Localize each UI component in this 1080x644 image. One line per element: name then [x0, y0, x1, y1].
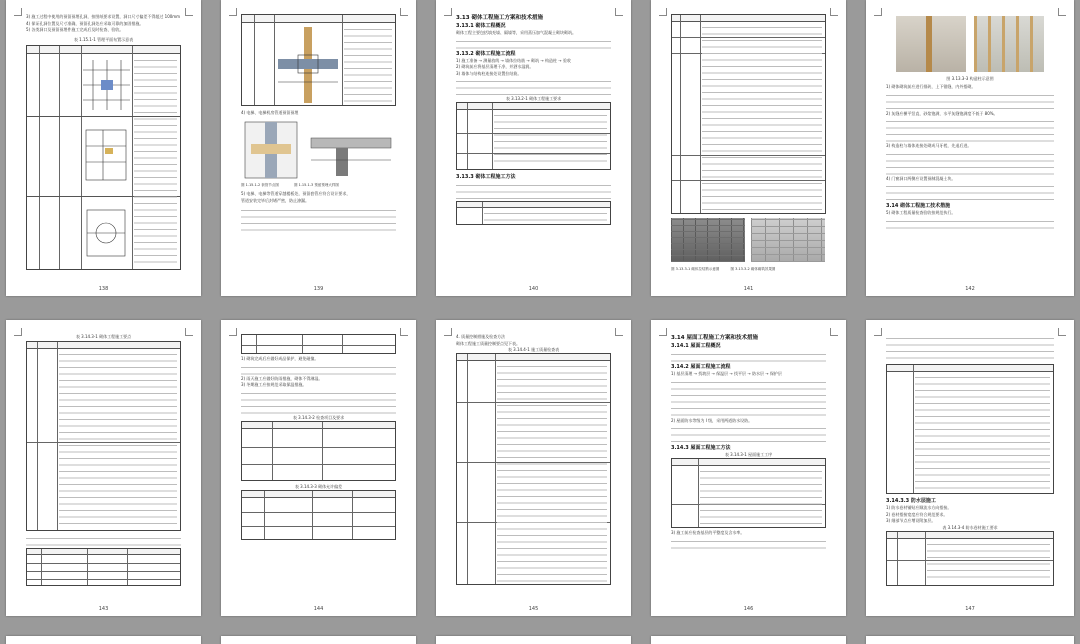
document-page-147[interactable] [866, 320, 1074, 616]
brick-wall-photo [671, 218, 745, 262]
document-table [886, 531, 1054, 586]
subsection-heading: 3.14.3 屋面工程施工方法 [671, 445, 731, 451]
crop-mark [229, 328, 237, 336]
document-table [886, 364, 1054, 494]
page-number: 138 [98, 286, 109, 292]
body-text: 5) 各类洞口及预留预埋件施工完成后及时检查、验收。 [26, 27, 124, 32]
crop-mark [615, 8, 623, 16]
document-table [241, 421, 396, 481]
body-text: 3) 施工过程中使用的预留预埋孔洞，按图纸要求设置，洞口尺寸偏差不得超过 100mm [26, 14, 181, 19]
figure-caption-b: 图 3.13.3-2 砌体砌筑效果图 [730, 267, 776, 271]
page-number: 147 [965, 606, 975, 612]
page-content [886, 14, 1054, 278]
page-number: 144 [313, 606, 324, 612]
page-row-3 [0, 636, 1080, 644]
body-paragraph [886, 91, 1054, 111]
body-text: 4. 质量控制措施及检查方法 [456, 334, 506, 339]
photo-pair [886, 14, 1054, 76]
crop-mark [874, 328, 882, 336]
body-text: 3) 冬期施工应按规范采取保温措施。 [241, 382, 307, 387]
photo-pair [671, 218, 826, 266]
subsection-heading: 3.13.1 砌体工程概况 [456, 23, 506, 29]
document-page-143[interactable] [6, 320, 201, 616]
crop-mark [874, 8, 882, 16]
document-page-partial[interactable] [436, 636, 631, 644]
body-text: 1) 砌筑完成后应做好成品保护，避免碰撞。 [241, 356, 319, 361]
body-paragraph [671, 424, 826, 444]
crop-mark [185, 8, 193, 16]
figure-caption-a: 图 3.13.3-1 砌体拉结筋示意图 [671, 267, 720, 271]
body-paragraph [671, 378, 826, 418]
crop-mark [615, 328, 623, 336]
document-page-138[interactable] [6, 0, 201, 296]
page-number: 145 [528, 606, 539, 612]
page-number: 142 [965, 286, 975, 292]
crop-mark [830, 8, 838, 16]
table-caption: 表 3.14.3-4 防水卷材施工要求 [942, 524, 998, 530]
body-text: 2) 灰缝应横平竖直，砂浆饱满，水平灰缝饱满度不低于 80%。 [886, 110, 998, 116]
page-number: 141 [743, 286, 754, 292]
body-text: 2) 卷材搭接宽度应符合规范要求。 [886, 511, 948, 517]
subsection-heading: 3.13.3 砌体工程施工方法 [456, 174, 516, 180]
figure-caption-b: 图 1.15.1-3 预留预埋大样图 [293, 182, 339, 187]
body-paragraph [26, 534, 181, 548]
body-paragraph [886, 150, 1054, 176]
section-heading: 3.14 屋面工程施工方案和技术措施 [671, 335, 758, 341]
page-number: 146 [743, 606, 754, 612]
figure-caption: 图 3.13.3-3 构造柱示意图 [946, 76, 994, 81]
page-content [241, 334, 396, 598]
table-caption: 表 3.14.3-1 屋面施工工序 [724, 452, 773, 457]
subsection-heading: 3.14.1 屋面工程概况 [671, 343, 721, 349]
document-table [241, 490, 396, 540]
page-number: 140 [528, 286, 539, 292]
body-text: 5) 砌体工程质量检查验收按规范执行。 [886, 210, 956, 215]
document-page-140[interactable] [436, 0, 631, 296]
body-text: 1) 基层清理 → 找坡层 → 保温层 → 找平层 → 防水层 → 保护层 [671, 371, 782, 376]
table-caption: 表 3.13.2-1 砌体工程施工要求 [505, 96, 562, 101]
body-paragraph [456, 77, 611, 96]
document-table [26, 548, 181, 586]
body-paragraph [886, 334, 1054, 360]
body-text: 1) 施工准备 → 测量放线 → 墙体拉结筋 → 砌筑 → 构造柱 → 验收 [456, 57, 571, 63]
body-text: 3) 细部节点应增设附加层。 [886, 518, 936, 523]
document-table [671, 458, 826, 528]
plan-diagram [83, 204, 130, 264]
crop-mark [14, 8, 22, 16]
body-text: 1) 防水卷材铺贴应顺流水方向搭接。 [886, 505, 952, 510]
crop-mark [659, 8, 667, 16]
document-page-partial[interactable] [651, 636, 846, 644]
layout-diagram [83, 126, 130, 186]
page-content [671, 14, 826, 278]
document-table [456, 353, 611, 585]
document-table [26, 45, 181, 270]
document-page-144[interactable] [221, 320, 416, 616]
subsection-heading: 3.14 砌体工程施工技术措施 [886, 203, 951, 209]
body-paragraph [241, 389, 396, 415]
formwork-photo [974, 16, 1044, 72]
figure-caption [671, 266, 826, 273]
page-content [26, 14, 181, 278]
body-paragraph [241, 206, 396, 234]
table-caption: 表 3.14.3-2 检查项目及要求 [292, 414, 345, 420]
page-content [456, 14, 611, 278]
grid-diagram [83, 60, 130, 110]
body-text: 砌体工程主要包括填充墙、隔墙等，采用蒸压加气混凝土砌块砌筑。 [456, 30, 576, 35]
page-row-2 [0, 320, 1080, 616]
sleeve-detail-figures [241, 120, 396, 182]
document-page-partial[interactable] [6, 636, 201, 644]
body-text: 4) 电梯、电梯机房管道预留预埋 [241, 110, 299, 115]
document-page-142[interactable] [866, 0, 1074, 296]
body-text: 3) 施工前应检查基层的平整度及含水率。 [671, 530, 745, 535]
page-content [456, 334, 611, 598]
document-page-141[interactable] [651, 0, 846, 296]
figure-caption [241, 182, 396, 189]
body-text: 1) 砌体砌筑前应进行排砖，上下错缝，内外搭砌。 [886, 84, 976, 89]
table-caption: 表 3.14.3-3 砌体允许偏差 [294, 483, 343, 489]
page-number: 139 [313, 286, 324, 292]
body-text: 砌体工程施工质量控制要点见下表。 [456, 340, 520, 346]
crop-mark [444, 8, 452, 16]
body-paragraph [456, 181, 611, 201]
crop-mark [1058, 8, 1066, 16]
section-heading: 3.13 砌体工程施工方案和技术措施 [456, 15, 543, 21]
body-text: 2) 屋面防水等级为 I 级，采用两道防水设防。 [671, 417, 753, 423]
page-content [26, 334, 181, 598]
crop-mark [659, 328, 667, 336]
body-paragraph [671, 350, 826, 363]
body-text: 2) 雨天施工应做好防雨措施，砌体不得淋湿。 [241, 375, 323, 381]
body-text: 4) 门窗洞口两侧应设置预制混凝土块。 [886, 175, 956, 181]
body-paragraph [886, 117, 1054, 143]
construction-photo [896, 16, 966, 72]
document-page-partial[interactable] [221, 636, 416, 644]
body-text: 2) 砌筑前应将基层清理干净，并洒水湿润。 [456, 64, 534, 69]
body-text: 3) 墙体与结构柱连接处设置拉结筋。 [456, 70, 522, 76]
page-content [671, 334, 826, 598]
body-text: 3) 构造柱与墙体连接处砌成马牙槎，先退后进。 [886, 143, 972, 148]
crop-mark [400, 8, 408, 16]
subsection-heading: 3.14.3.3 防水层施工 [886, 498, 936, 504]
page-content [886, 334, 1054, 598]
subsection-heading: 3.14.2 屋面工程施工流程 [671, 364, 731, 370]
table-caption: 表 3.14.4-1 施工质量检查表 [507, 347, 560, 352]
crop-mark [1058, 328, 1066, 336]
document-table [671, 14, 826, 214]
body-paragraph [671, 537, 826, 550]
document-page-139[interactable] [221, 0, 416, 296]
body-paragraph [241, 363, 396, 376]
document-page-partial[interactable] [866, 636, 1074, 644]
body-text: 管道安装完毕后封堵严密，防止渗漏。 [241, 197, 309, 203]
body-text: 4) 保证孔洞位置及尺寸准确，预留孔洞处应采取可靠的加固措施。 [26, 20, 144, 26]
crop-mark [229, 8, 237, 16]
pipe-sleeve-diagram [278, 27, 338, 103]
crop-mark [444, 328, 452, 336]
table-caption: 表 3.14.3-1 砌体工程施工要点 [75, 334, 132, 339]
block-wall-photo [751, 218, 825, 262]
page-row-1 [0, 0, 1080, 296]
body-paragraph [456, 37, 611, 50]
page-number: 143 [98, 606, 109, 612]
document-table [241, 14, 396, 106]
subsection-heading: 3.13.2 砌体工程施工流程 [456, 50, 516, 57]
body-paragraph [886, 182, 1054, 202]
document-page-146[interactable] [651, 320, 846, 616]
body-text: 5) 电梯、电梯等管道穿越楼板处，预留套管应符合设计要求， [241, 191, 351, 196]
document-table [456, 201, 611, 225]
crop-mark [185, 328, 193, 336]
page-content [241, 14, 396, 278]
figure-caption-a: 图 1.15.1-2 套管节点图 [241, 182, 279, 187]
crop-mark [830, 328, 838, 336]
document-table [456, 102, 611, 170]
document-page-145[interactable] [436, 320, 631, 616]
document-table [26, 341, 181, 531]
table-caption: 表 1.15.1-1 管理平面布置示意表 [73, 36, 134, 42]
crop-mark [14, 328, 22, 336]
crop-mark [400, 328, 408, 336]
body-paragraph [886, 217, 1054, 230]
document-table [241, 334, 396, 354]
